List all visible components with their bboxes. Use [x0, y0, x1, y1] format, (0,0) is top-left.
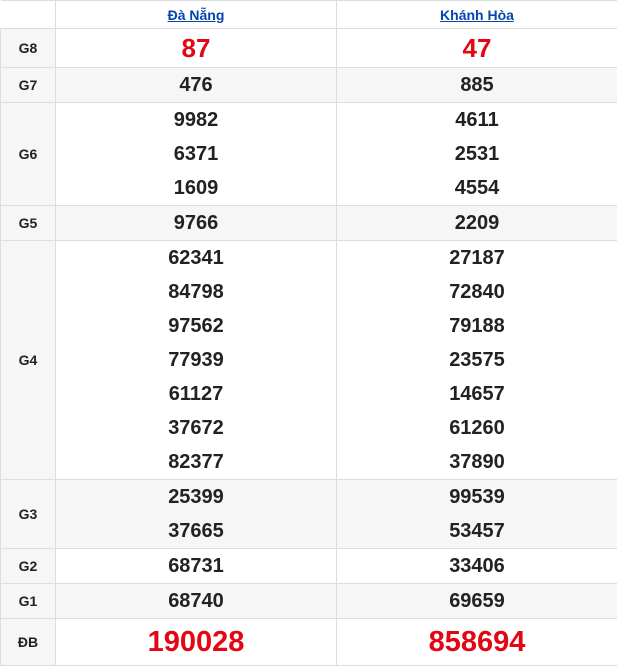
prize-values-khanhhoa — [337, 549, 617, 584]
header-province-khanhhoa — [337, 1, 617, 29]
prize-number: 6371 — [56, 137, 336, 171]
prize-label: ĐB — [1, 619, 56, 666]
table-header — [1, 1, 617, 29]
prize-number: 87 — [56, 31, 336, 65]
prize-values-khanhhoa — [337, 68, 617, 103]
prize-number: 4611 — [337, 103, 617, 137]
prize-values-danang — [56, 549, 337, 584]
prize-values-khanhhoa — [337, 584, 617, 619]
prize-number: 62341 — [56, 241, 336, 275]
prize-values-danang — [56, 619, 337, 666]
prize-label: G6 — [1, 103, 56, 206]
prize-number: 77939 — [56, 343, 336, 377]
table-row — [1, 241, 617, 480]
prize-number: 9766 — [56, 206, 336, 240]
prize-number: 37665 — [56, 514, 336, 548]
table-row — [1, 68, 617, 103]
prize-label: G7 — [1, 68, 56, 103]
prize-label: G2 — [1, 549, 56, 584]
prize-number: 97562 — [56, 309, 336, 343]
prize-values-danang — [56, 29, 337, 68]
prize-label: G1 — [1, 584, 56, 619]
prize-number: 2531 — [337, 137, 617, 171]
prize-number: 79188 — [337, 309, 617, 343]
prize-number: 1609 — [56, 171, 336, 205]
prize-number: 37672 — [56, 411, 336, 445]
prize-values-danang — [56, 584, 337, 619]
prize-values-danang — [56, 480, 337, 549]
prize-values-khanhhoa — [337, 241, 617, 480]
table-row — [1, 480, 617, 549]
table-row — [1, 103, 617, 206]
prize-values-danang — [56, 103, 337, 206]
table-row — [1, 29, 617, 68]
prize-values-danang — [56, 206, 337, 241]
prize-label: G8 — [1, 29, 56, 68]
prize-number: 9982 — [56, 103, 336, 137]
prize-values-danang — [56, 241, 337, 480]
prize-number: 4554 — [337, 171, 617, 205]
prize-number: 61127 — [56, 377, 336, 411]
prize-number: 99539 — [337, 480, 617, 514]
prize-number: 23575 — [337, 343, 617, 377]
prize-label: G5 — [1, 206, 56, 241]
table-row — [1, 619, 617, 666]
prize-number: 47 — [337, 31, 617, 65]
prize-number: 27187 — [337, 241, 617, 275]
prize-number: 84798 — [56, 275, 336, 309]
province-link-danang[interactable]: Đà Nẵng — [168, 7, 225, 23]
header-empty — [1, 1, 56, 29]
prize-values-khanhhoa — [337, 480, 617, 549]
prize-number: 33406 — [337, 549, 617, 583]
prize-number: 476 — [56, 68, 336, 102]
prize-label: G4 — [1, 241, 56, 480]
prize-number: 37890 — [337, 445, 617, 479]
table-row — [1, 206, 617, 241]
header-province-danang — [56, 1, 337, 29]
table-body — [1, 29, 617, 666]
table-row — [1, 549, 617, 584]
prize-values-khanhhoa — [337, 206, 617, 241]
prize-values-khanhhoa — [337, 619, 617, 666]
prize-label: G3 — [1, 480, 56, 549]
prize-number: 53457 — [337, 514, 617, 548]
prize-number: 69659 — [337, 584, 617, 618]
prize-number: 25399 — [56, 480, 336, 514]
prize-number: 68731 — [56, 549, 336, 583]
prize-number: 72840 — [337, 275, 617, 309]
prize-number: 190028 — [56, 625, 336, 659]
prize-number: 858694 — [337, 625, 617, 659]
table-row — [1, 584, 617, 619]
prize-number: 14657 — [337, 377, 617, 411]
prize-number: 61260 — [337, 411, 617, 445]
prize-number: 885 — [337, 68, 617, 102]
prize-number: 2209 — [337, 206, 617, 240]
prize-values-khanhhoa — [337, 103, 617, 206]
prize-number: 82377 — [56, 445, 336, 479]
header-row — [1, 1, 617, 29]
prize-values-danang — [56, 68, 337, 103]
prize-values-khanhhoa — [337, 29, 617, 68]
prize-number: 68740 — [56, 584, 336, 618]
province-link-khanhhoa[interactable]: Khánh Hòa — [440, 7, 514, 23]
